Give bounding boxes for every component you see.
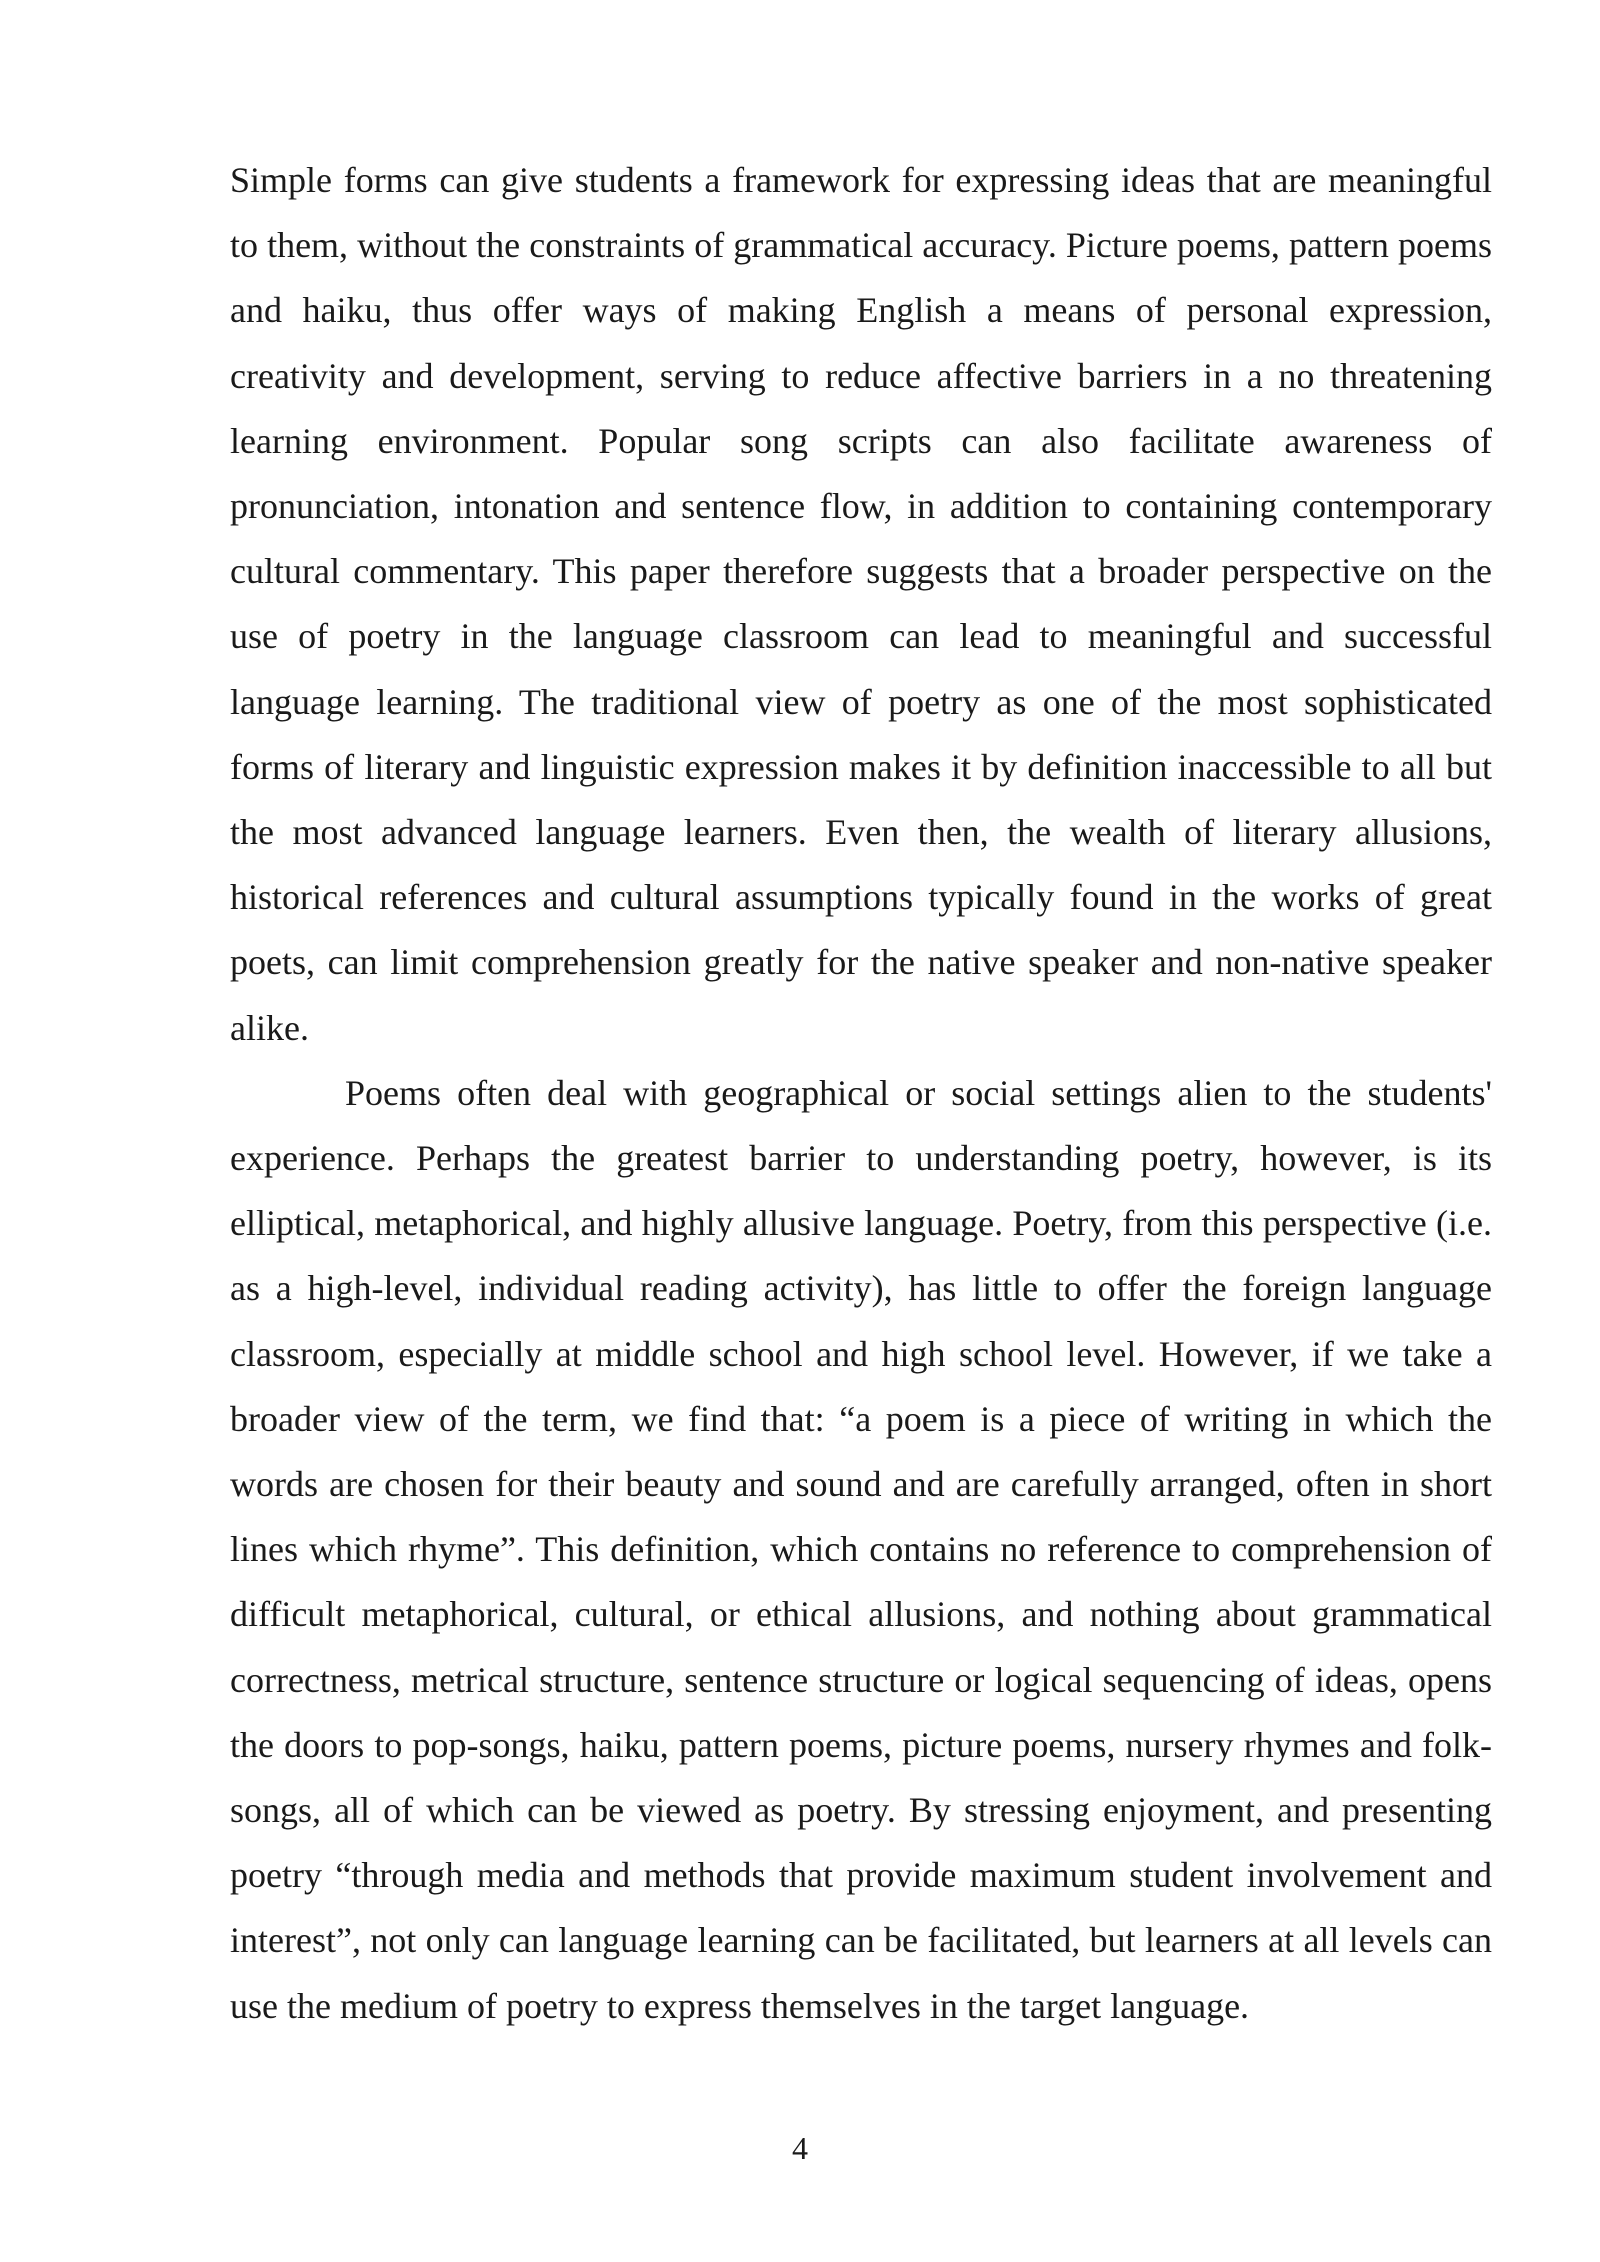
paragraph: Simple forms can give students a framework for expressing ideas that are meaningful to them, without the constraints of grammatical accuracy. Picture poems, pattern poems and haiku, thus offer ways of making English a means of personal expression, creativity and development, serving to reduce affective barriers in a no threatening learning environment. Popular song scripts can also facilitate awareness of pronunciation, intonation and sentence flow, in addition to containing contemporary cultural commentary. This paper therefore suggests that a broader perspective on the use of poetry in the language classroom can lead to meaningful and successful language learning. The traditional view of poetry as one of the most sophisticated forms of literary and linguistic expression makes it by definition inaccessible to all but the most advanced language learners. Even then, the wealth of literary allusions, historical references and cultural assumptions typically found in the works of great poets, can limit comprehension greatly for the native speaker and non-native speaker alike. xyxy=(230,160,1492,1048)
body-text xyxy=(230,148,1492,2039)
paragraph: Poems often deal with geographical or social settings alien to the students' experience. Perhaps the greatest barrier to understanding poetry, however, is its elliptical, metaphorical, and highly allusive language. Poetry, from this perspective (i.e. as a high-level, individual reading activity), has little to offer the foreign language classroom, especially at middle school and high school level. However, if we take a broader view of the term, we find that: “a poem is a piece of writing in which the words are chosen for their beauty and sound and are carefully arranged, often in short lines which rhyme”. This definition, which contains no reference to comprehension of difficult metaphorical, cultural, or ethical allusions, and nothing about grammatical correctness, metrical structure, sentence structure or logical sequencing of ideas, opens the doors to pop-songs, haiku, pattern poems, picture poems, nursery rhymes and folk-songs, all of which can be viewed as poetry. By stressing enjoyment, and presenting poetry “through media and methods that provide maximum student involvement and interest”, not only can language learning can be facilitated, but learners at all levels can use the medium of poetry to express themselves in the target language. xyxy=(230,1072,1492,2026)
page-number: 4 xyxy=(792,2130,808,2166)
